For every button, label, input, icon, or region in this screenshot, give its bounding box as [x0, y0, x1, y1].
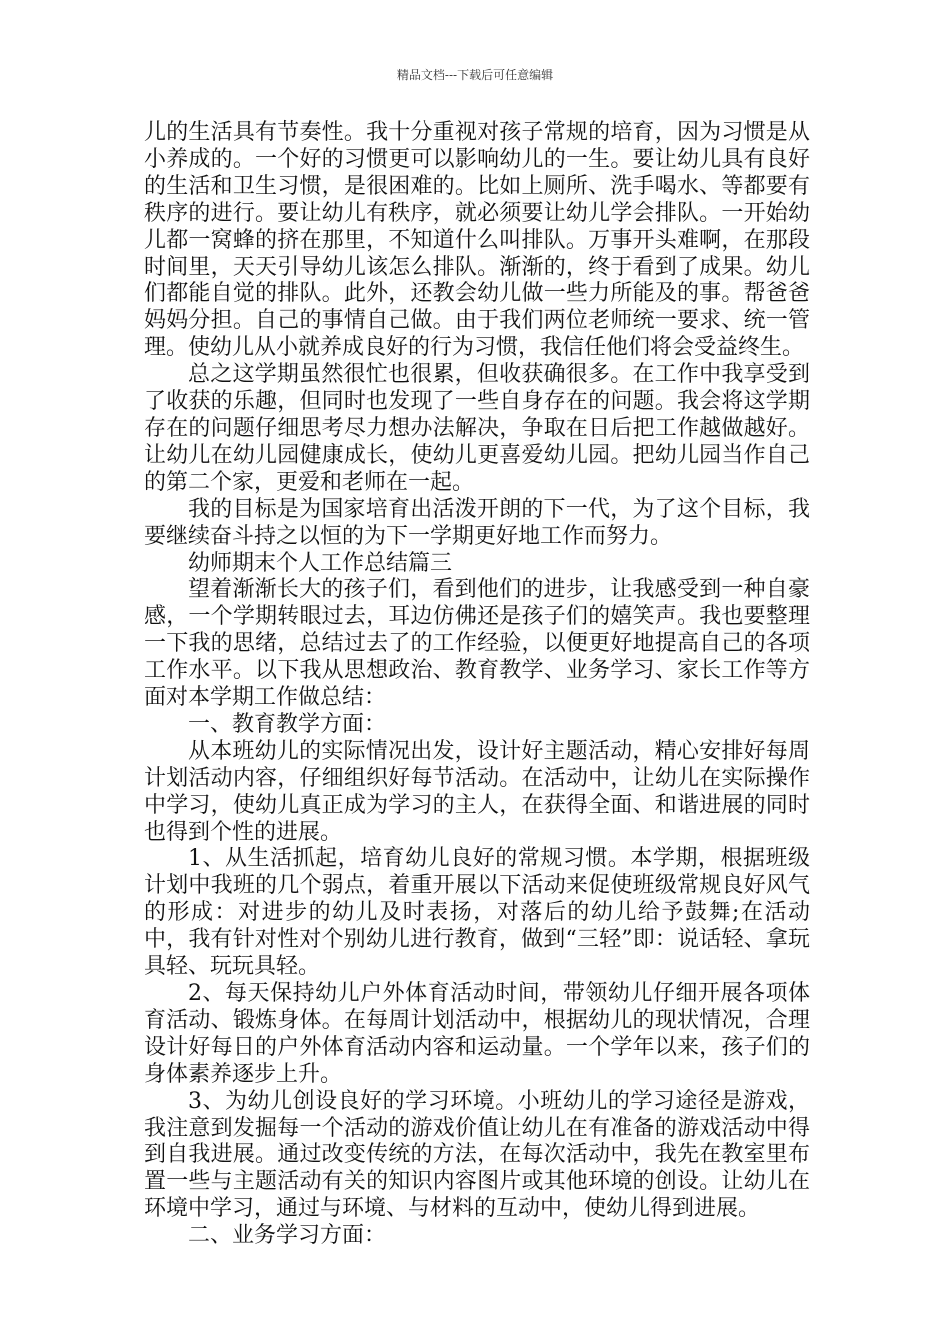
page-header: 精品文档---下载后可任意编辑	[396, 68, 554, 82]
paragraph: 我的目标是为国家培育出活泼开朗的下一代，为了这个目标，我要继续奋斗持之以恒的为下一学期更好地工作而努力。	[144, 496, 810, 549]
section-heading: 幼师期末个人工作总结篇三	[188, 550, 453, 576]
paragraph: 1、从生活抓起，培育幼儿良好的常规习惯。本学期，根据班级计划中我班的几个弱点，着重开展以下活动来促使班级常规良好风气的形成：对进步的幼儿及时表扬，对落后的幼儿给予鼓舞;在活动中，我有针对性对个别幼儿进行教育，做到“三轻”即：说话轻、拿玩具轻、玩玩具轻。	[144, 846, 810, 980]
section-heading: 二、业务学习方面：	[188, 1223, 387, 1249]
paragraph: 儿的生活具有节奏性。我十分重视对孩子常规的培育，因为习惯是从小养成的。一个好的习惯更可以影响幼儿的一生。要让幼儿具有良好的生活和卫生习惯，是很困难的。比如上厕所、洗手喝水、等都要有秩序的进行。要让幼儿有秩序，就必须要让幼儿学会排队。一开始幼儿都一窝蜂的挤在那里，不知道什么叫排队。万事开头难啊，在那段时间里，天天引导幼儿该怎么排队。渐渐的，终于看到了成果。幼儿们都能自觉的排队。此外，还教会幼儿做一些力所能及的事。帮爸爸妈妈分担。自己的事情自己做。由于我们两位老师统一要求、统一管理。使幼儿从小就养成良好的行为习惯，我信任他们将会受益终生。	[144, 120, 810, 361]
paragraph: 总之这学期虽然很忙也很累，但收获确很多。在工作中我享受到了收获的乐趣，但同时也发现了一些自身存在的问题。我会将这学期存在的问题仔细思考尽力想办法解决，争取在日后把工作越做越好。让幼儿在幼儿园健康成长，使幼儿更喜爱幼儿园。把幼儿园当作自己的第二个家，更爱和老师在一起。	[144, 362, 810, 495]
paragraph: 2、每天保持幼儿户外体育活动时间，带领幼儿仔细开展各项体育活动、锻炼身体。在每周计划活动中，根据幼儿的现状情况，合理设计好每日的户外体育活动内容和运动量。一个学年以来，孩子们的身体素养逐步上升。	[144, 981, 810, 1087]
paragraph: 从本班幼儿的实际情况出发，设计好主题活动，精心安排好每周计划活动内容，仔细组织好每节活动。在活动中，让幼儿在实际操作中学习，使幼儿真正成为学习的主人，在获得全面、和谐进展的同时也得到个性的进展。	[144, 738, 810, 845]
paragraph: 3、为幼儿创设良好的学习环境。小班幼儿的学习途径是游戏，我注意到发掘每一个活动的游戏价值让幼儿在有准备的游戏活动中得到自我进展。通过改变传统的方法，在每次活动中，我先在教室里布置一些与主题活动有关的知识内容图片或其他环境的创设。让幼儿在环境中学习，通过与环境、与材料的互动中，使幼儿得到进展。	[144, 1088, 810, 1222]
section-heading: 一、教育教学方面：	[188, 711, 387, 737]
paragraph: 望着渐渐长大的孩子们，看到他们的进步，让我感受到一种自豪感，一个学期转眼过去，耳边仿佛还是孩子们的嬉笑声。我也要整理一下我的思绪，总结过去了的工作经验，以便更好地提高自己的各项工作水平。以下我从思想政治、教育教学、业务学习、家长工作等方面对本学期工作做总结：	[144, 577, 810, 711]
document-body	[144, 120, 810, 1250]
